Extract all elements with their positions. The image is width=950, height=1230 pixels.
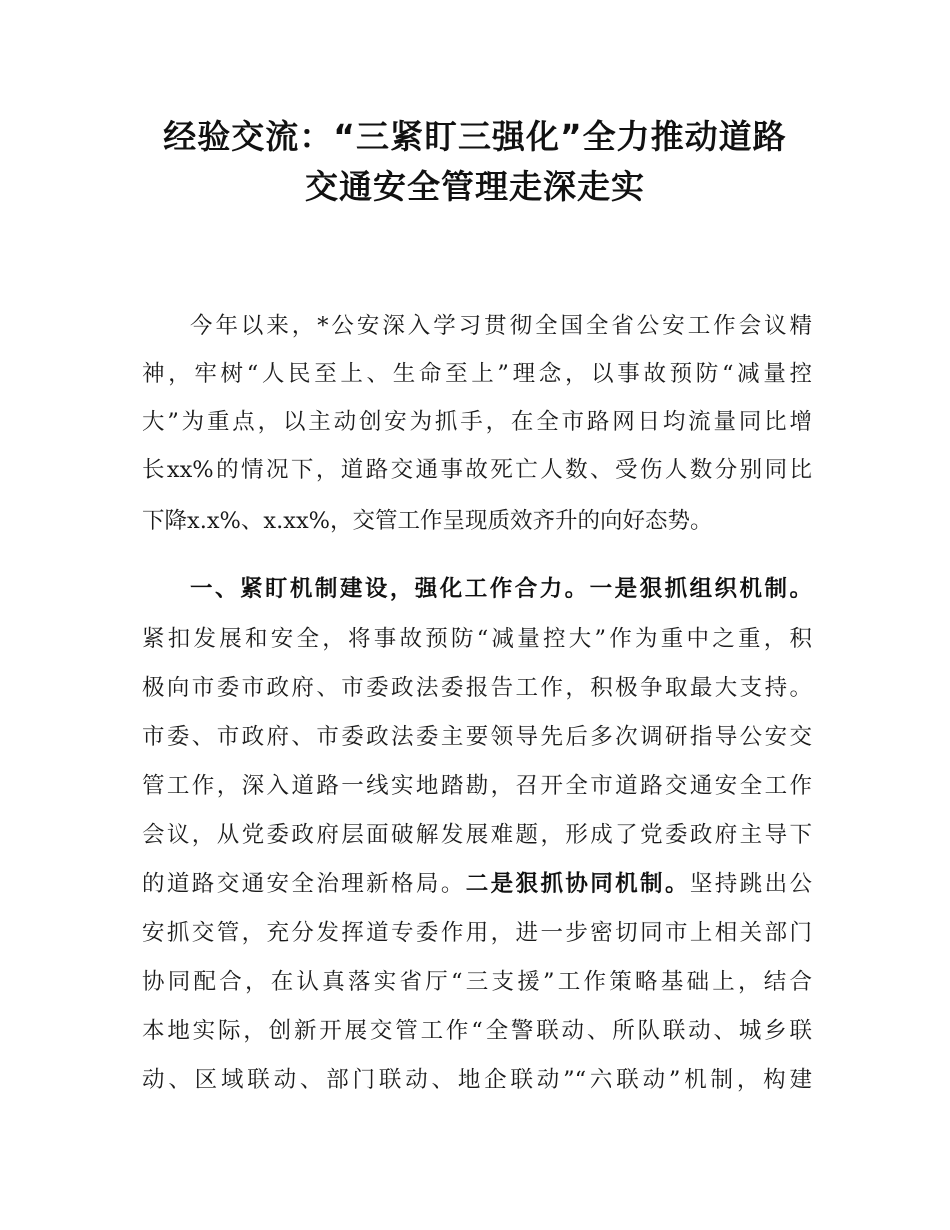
body-line: 本地实际，创新开展交管工作“全警联动、所队联动、城乡联 xyxy=(142,1018,812,1044)
body-line-mixed xyxy=(142,868,812,900)
body-line: 协同配合，在认真落实省厅“三支援”工作策略基础上，结合 xyxy=(142,969,812,995)
body-line: 安抓交管，充分发挥道专委作用，进一步密切同市上相关部门 xyxy=(142,920,812,946)
intro-line: 下降x.x%、x.xx%，交管工作呈现质效齐升的向好态势。 xyxy=(142,508,713,534)
body-line: 紧扣发展和安全，将事故预防“减量控大”作为重中之重，积 xyxy=(142,626,812,652)
section-1-first-line xyxy=(190,573,812,605)
body-line: 极向市委市政府、市委政法委报告工作，积极争取最大支持。 xyxy=(142,675,812,701)
title-line-1: 经验交流：“三紧盯三强化”全力推动道路 xyxy=(163,117,787,156)
intro-line: 今年以来，*公安深入学习贯彻全国全省公安工作会议精 xyxy=(190,313,812,339)
intro-line: 神，牢树“人民至上、生命至上”理念，以事故预防“减量控 xyxy=(142,361,812,387)
body-text: 的道路交通安全治理新格局。 xyxy=(142,871,466,897)
body-line: 市委、市政府、市委政法委主要领导先后多次调研指导公安交 xyxy=(142,724,812,750)
body-line: 会议，从党委政府层面破解发展难题，形成了党委政府主导下 xyxy=(142,822,812,848)
body-text: 坚持跳出公 xyxy=(689,871,812,897)
body-line: 动、区域联动、部门联动、地企联动”“六联动”机制，构建 xyxy=(142,1067,812,1093)
subheading-organization-mechanism: 一是狠抓组织机制。 xyxy=(589,576,812,602)
intro-line: 长xx%的情况下，道路交通事故死亡人数、受伤人数分别同比 xyxy=(142,457,812,483)
section-1-heading: 一、紧盯机制建设，强化工作合力。 xyxy=(190,576,590,602)
intro-line: 大”为重点，以主动创安为抓手，在全市路网日均流量同比增 xyxy=(142,409,812,435)
title-line-2: 交通安全管理走深走实 xyxy=(305,167,645,206)
subheading-coordination-mechanism: 二是狠抓协同机制。 xyxy=(465,871,690,897)
body-line: 管工作，深入道路一线实地踏勘，召开全市道路交通安全工作 xyxy=(142,773,812,799)
document-title xyxy=(100,112,850,212)
